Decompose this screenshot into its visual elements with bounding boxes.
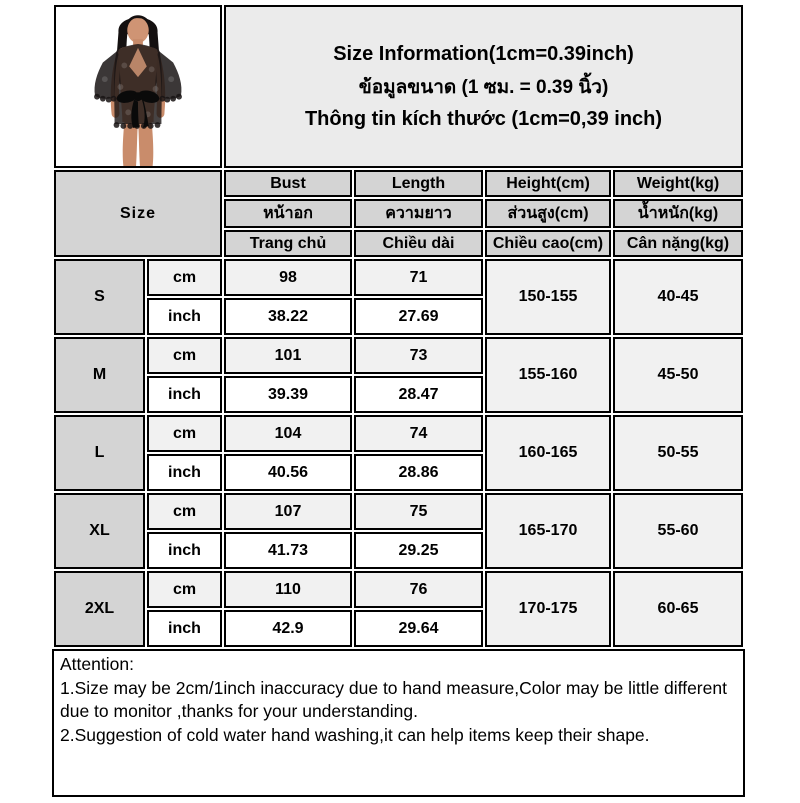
- cell-s-length-cm: 71: [354, 259, 483, 296]
- title-vietnamese: Thông tin kích thước (1cm=0,39 inch): [304, 107, 663, 130]
- cell-2xl-length-inch: 29.64: [354, 610, 483, 647]
- cell-2xl-height: 170-175: [485, 571, 611, 647]
- row-s-cm: [54, 259, 743, 296]
- attention-heading: Attention:: [60, 654, 134, 674]
- cell-m-height: 155-160: [485, 337, 611, 413]
- cell-xl-height: 165-170: [485, 493, 611, 569]
- size-table: [52, 3, 745, 649]
- cell-l-length-cm: 74: [354, 415, 483, 452]
- cell-l-bust-cm: 104: [224, 415, 352, 452]
- cell-l-length-inch: 28.86: [354, 454, 483, 491]
- cell-s-height: 150-155: [485, 259, 611, 335]
- col-header-length-th: ความยาว: [354, 199, 483, 228]
- size-label-xl: XL: [54, 493, 145, 569]
- cell-l-height: 160-165: [485, 415, 611, 491]
- col-header-bust-th: หน้าอก: [224, 199, 352, 228]
- size-chart-page: [52, 3, 745, 797]
- unit-label-cm-m: cm: [147, 337, 222, 374]
- unit-label-inch-2xl: inch: [147, 610, 222, 647]
- cell-m-weight: 45-50: [613, 337, 743, 413]
- cell-xl-length-cm: 75: [354, 493, 483, 530]
- cell-s-weight: 40-45: [613, 259, 743, 335]
- cell-s-bust-cm: 98: [224, 259, 352, 296]
- unit-label-cm-2xl: cm: [147, 571, 222, 608]
- header-row-english: [54, 170, 743, 197]
- col-header-length-en: Length: [354, 170, 483, 197]
- banner-row: [54, 5, 743, 168]
- product-photo-cell: [54, 5, 222, 168]
- cell-2xl-bust-cm: 110: [224, 571, 352, 608]
- unit-label-inch-s: inch: [147, 298, 222, 335]
- cell-l-bust-inch: 40.56: [224, 454, 352, 491]
- col-header-weight-th: น้ำหนัก(kg): [613, 199, 743, 228]
- col-header-bust-en: Bust: [224, 170, 352, 197]
- col-header-height-en: Height(cm): [485, 170, 611, 197]
- cell-2xl-bust-inch: 42.9: [224, 610, 352, 647]
- cell-s-length-inch: 27.69: [354, 298, 483, 335]
- cell-m-bust-inch: 39.39: [224, 376, 352, 413]
- size-column-header: Size: [54, 170, 222, 257]
- cell-2xl-length-cm: 76: [354, 571, 483, 608]
- unit-label-cm-xl: cm: [147, 493, 222, 530]
- title-thai: ข้อมูลขนาด (1 ซม. = 0.39 นิ้ว): [358, 76, 609, 98]
- cell-s-bust-inch: 38.22: [224, 298, 352, 335]
- product-photo: [56, 7, 220, 166]
- col-header-length-vi: Chiều dài: [354, 230, 483, 257]
- size-label-l: L: [54, 415, 145, 491]
- col-header-bust-vi: Trang chủ: [224, 230, 352, 257]
- size-label-m: M: [54, 337, 145, 413]
- unit-label-cm-l: cm: [147, 415, 222, 452]
- unit-label-inch-m: inch: [147, 376, 222, 413]
- title-block: [226, 43, 741, 131]
- unit-label-inch-xl: inch: [147, 532, 222, 569]
- cell-xl-weight: 55-60: [613, 493, 743, 569]
- title-english: Size Information(1cm=0.39inch): [333, 42, 634, 65]
- row-l-cm: [54, 415, 743, 452]
- size-label-s: S: [54, 259, 145, 335]
- attention-box: [52, 649, 745, 797]
- cell-2xl-weight: 60-65: [613, 571, 743, 647]
- size-label-2xl: 2XL: [54, 571, 145, 647]
- cell-m-length-cm: 73: [354, 337, 483, 374]
- row-xl-cm: [54, 493, 743, 530]
- cell-xl-bust-cm: 107: [224, 493, 352, 530]
- col-header-weight-en: Weight(kg): [613, 170, 743, 197]
- unit-label-cm-s: cm: [147, 259, 222, 296]
- row-2xl-cm: [54, 571, 743, 608]
- row-m-cm: [54, 337, 743, 374]
- attention-note-2: 2.Suggestion of cold water hand washing,it can help items keep their shape.: [60, 724, 650, 745]
- cell-m-length-inch: 28.47: [354, 376, 483, 413]
- col-header-weight-vi: Cân nặng(kg): [613, 230, 743, 257]
- attention-note-1: 1.Size may be 2cm/1inch inaccuracy due to hand measure,Color may be little different due to monitor ,thanks for your understanding.: [60, 677, 727, 721]
- col-header-height-vi: Chiều cao(cm): [485, 230, 611, 257]
- cell-xl-length-inch: 29.25: [354, 532, 483, 569]
- cell-xl-bust-inch: 41.73: [224, 532, 352, 569]
- cell-l-weight: 50-55: [613, 415, 743, 491]
- cell-m-bust-cm: 101: [224, 337, 352, 374]
- col-header-height-th: ส่วนสูง(cm): [485, 199, 611, 228]
- title-banner: [224, 5, 743, 168]
- unit-label-inch-l: inch: [147, 454, 222, 491]
